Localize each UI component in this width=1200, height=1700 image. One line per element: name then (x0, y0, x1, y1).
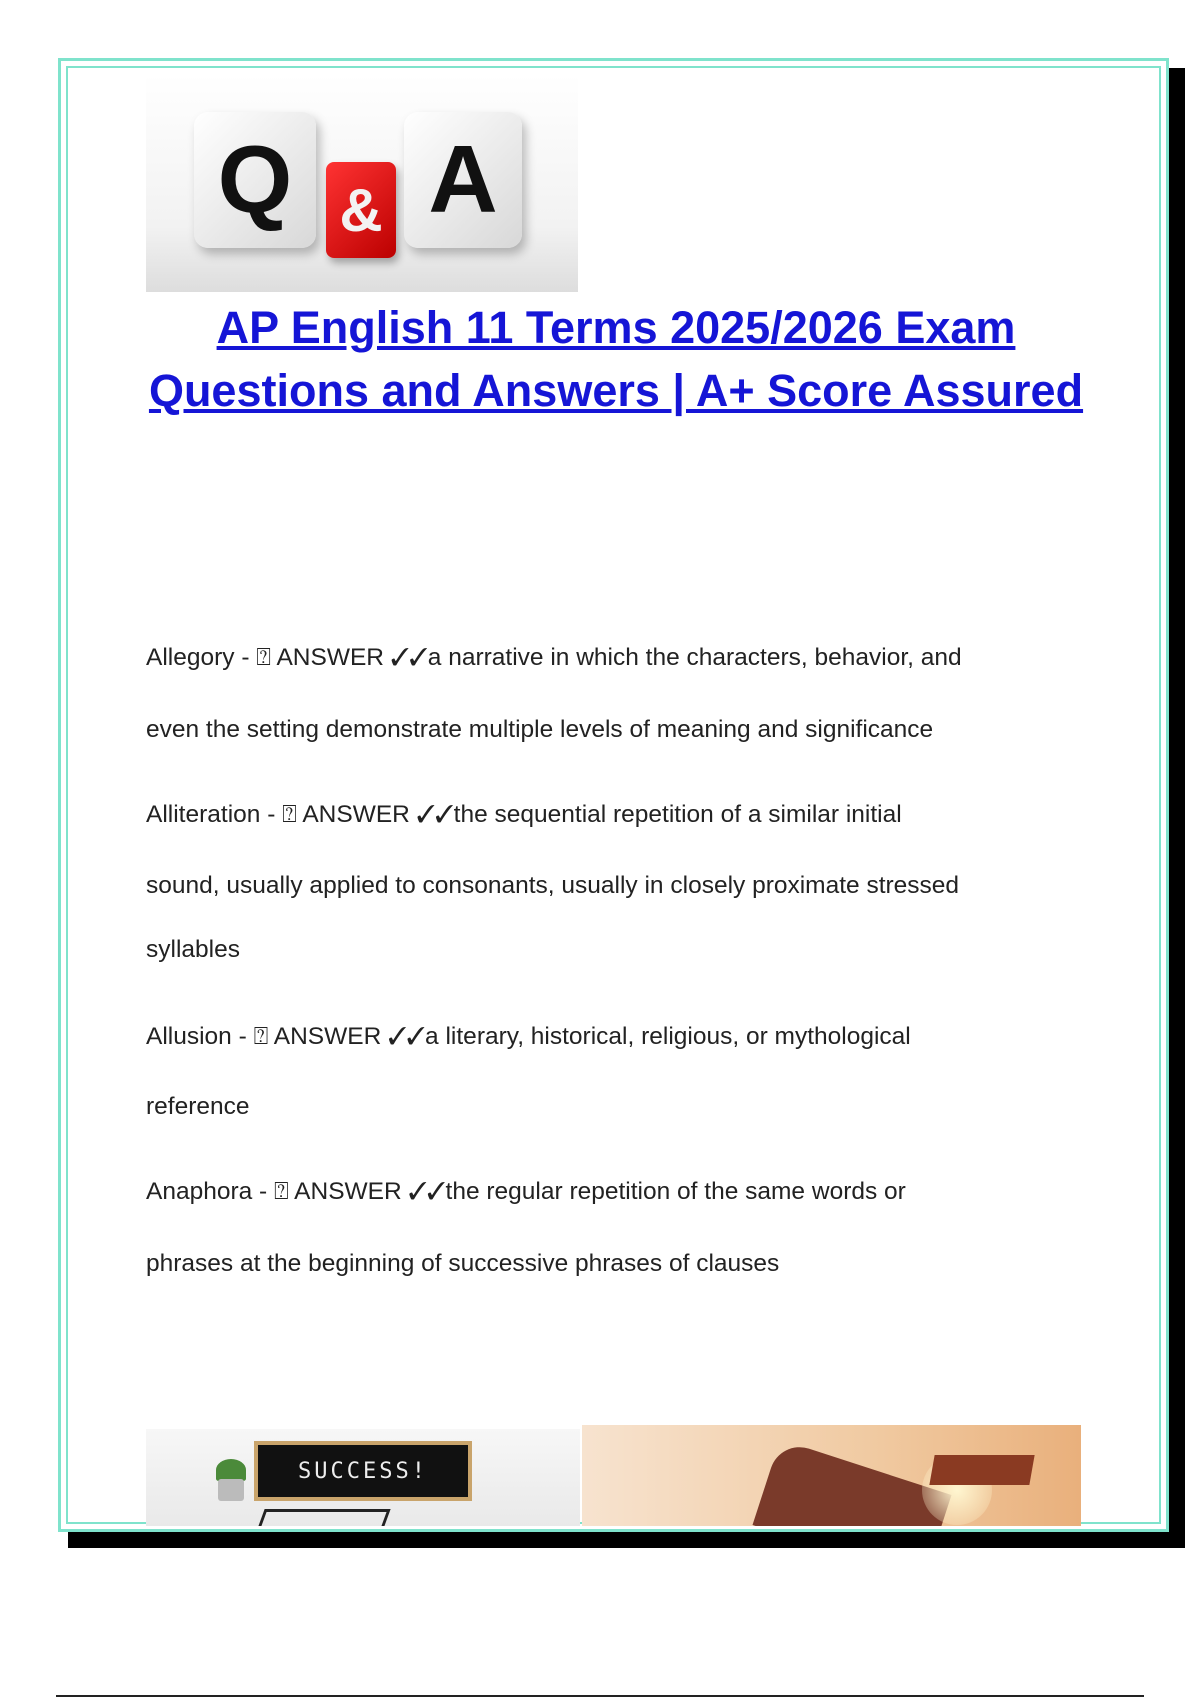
success-board-image (146, 1429, 580, 1526)
qa-dice-image (146, 74, 578, 292)
entry-allegory-line-1: Allegory - ⍰ ANSWER ✓✓a narrative in which the characters, behavior, and (146, 644, 962, 671)
entry-alliteration-line-3: syllables (146, 936, 240, 963)
entry-allusion-line-1: Allusion - ⍰ ANSWER ✓✓a literary, historical, religious, or mythological (146, 1023, 911, 1050)
entry-anaphora-line-2: phrases at the beginning of successive phrases of clauses (146, 1250, 780, 1277)
document-title[interactable]: AP English 11 Terms 2025/2026 Exam Questions and Answers | A+ Score Assured (148, 302, 1084, 416)
q-die: Q (194, 112, 316, 248)
entry-alliteration-line-1: Alliteration - ⍰ ANSWER ✓✓the sequential repetition of a similar initial (146, 801, 902, 828)
entry-alliteration-line-2: sound, usually applied to consonants, usually in closely proximate stressed (146, 872, 960, 899)
a-die: A (404, 112, 522, 248)
graduation-cap (929, 1455, 1034, 1485)
tablet (257, 1509, 390, 1526)
entry-allegory-line-2: even the setting demonstrate multiple levels of meaning and significance (146, 716, 934, 743)
entry-anaphora-line-1: Anaphora - ⍰ ANSWER ✓✓the regular repetition of the same words or (146, 1178, 906, 1205)
graduation-image (582, 1425, 1081, 1526)
success-board: SUCCESS! (254, 1441, 472, 1501)
plant-leaves (216, 1459, 246, 1481)
ampersand-die: & (326, 162, 396, 258)
plant-pot (218, 1479, 244, 1501)
entry-allusion-line-2: reference (146, 1093, 250, 1120)
page-bottom-rule (56, 1695, 1144, 1697)
